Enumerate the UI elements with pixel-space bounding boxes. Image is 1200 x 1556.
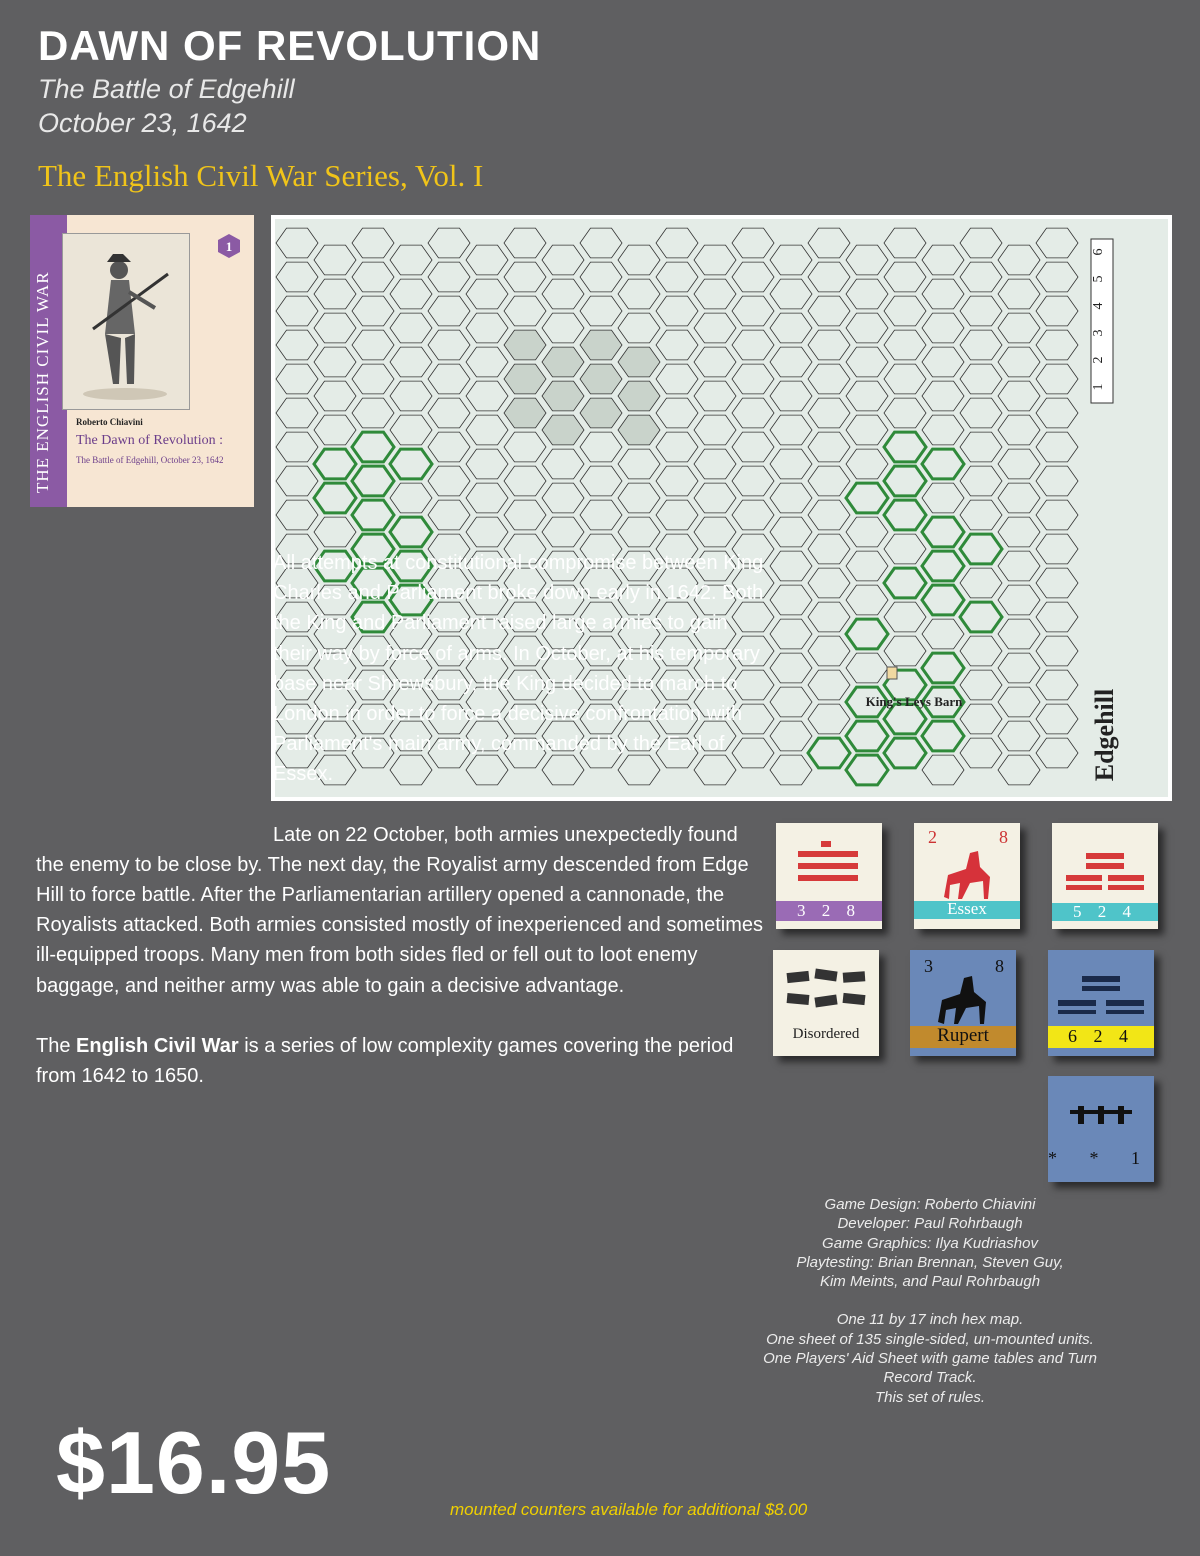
- contents-line: One Players' Aid Sheet with game tables and Turn: [763, 1350, 1097, 1368]
- counter-label: 3 2 8: [797, 901, 861, 920]
- price: $16.95: [56, 1413, 332, 1512]
- cover-subtitle: The Battle of Edgehill, October 23, 1642: [76, 455, 224, 465]
- description: [36, 548, 766, 1091]
- counter-label: 6 2 4: [1068, 1026, 1134, 1046]
- credit-line: Playtesting: Brian Brennan, Steven Guy,: [796, 1253, 1064, 1271]
- text-wrap-spacer: [36, 548, 273, 824]
- series-title: The English Civil War Series, Vol. I: [38, 158, 484, 193]
- track-box: [1091, 239, 1113, 403]
- counter-label: Rupert: [937, 1025, 989, 1046]
- subtitle-battle: The Battle of Edgehill: [38, 74, 295, 104]
- musketeer-illustration: [62, 233, 190, 410]
- turn-track-number: 1: [1091, 383, 1106, 391]
- box-cover: [30, 215, 254, 507]
- series-text-bold: English Civil War: [76, 1034, 239, 1057]
- credit-spacer: [760, 1291, 1100, 1310]
- credits: [760, 1195, 1100, 1407]
- cover-title: The Dawn of Revolution :: [76, 433, 223, 448]
- counter-label: Essex: [947, 899, 987, 918]
- contents-line: This set of rules.: [874, 1388, 986, 1406]
- counter-disordered: [773, 950, 879, 1056]
- paragraph-background: All attempts at constitutional compromise between King Charles and Parliament broke down early in 1642. Both the King and Parliament raised large armies to gain their way by force of arms. In October, at his temporary base near Shrewsbury, the King decided to march to London in order to force a decisive confrontation with Parliament's main army, commanded by the Earl of Essex.: [273, 552, 764, 786]
- cover-spine-text: THE ENGLISH CIVIL WAR: [33, 271, 52, 493]
- turn-track-number: 3: [1091, 329, 1106, 337]
- landmark-label: King's Leys Barn: [865, 694, 963, 709]
- counter-top-left: 2: [928, 827, 937, 847]
- credit-line: Game Design: Roberto Chiavini: [824, 1196, 1036, 1213]
- counter-label: Disordered: [792, 1026, 860, 1042]
- counter-royalist-brigade: [1052, 823, 1158, 929]
- subtitle-date: October 23, 1642: [38, 108, 247, 138]
- counter-top-right: 8: [995, 956, 1004, 976]
- contents-line: One sheet of 135 single-sided, un-mounted units.: [766, 1330, 1094, 1348]
- turn-track-number: 4: [1091, 302, 1106, 310]
- cover-author: Roberto Chiavini: [76, 417, 143, 427]
- mounted-counters-note: mounted counters available for additional $8.00: [450, 1500, 808, 1519]
- counter-rupert: [910, 950, 1016, 1056]
- counter-top-right: 8: [999, 827, 1008, 847]
- paragraph-battle: Late on 22 October, both armies unexpectedly found the enemy to be close by. The next day, the Royalist army descended from Edge Hill to force battle. After the Parliamentarian artillery opened a cannonade, the Royalists attacked. Both armies consisted mostly of inexperienced and sometimes ill-equipped troops. Many men from both sides fled or fell out to loot enemy baggage, and neither army was able to gain a decisive advantage.: [36, 823, 764, 997]
- turn-track-number: 2: [1091, 356, 1106, 364]
- counter-bottom: * * 1: [1048, 1148, 1154, 1168]
- counter-artillery: [1048, 1076, 1154, 1182]
- contents-line: Record Track.: [883, 1369, 977, 1387]
- counter-top-left: 3: [924, 956, 933, 976]
- barn-icon: [887, 667, 897, 679]
- credit-line: Game Graphics: Ilya Kudriashov: [822, 1234, 1038, 1252]
- counter-label: 5 2 4: [1073, 902, 1137, 921]
- map-name: Edgehill: [1090, 688, 1119, 782]
- credit-line: Kim Meints, and Paul Rohrbaugh: [819, 1273, 1041, 1291]
- volume-badge-number: 1: [225, 239, 233, 254]
- credit-line: Developer: Paul Rohrbaugh: [837, 1215, 1023, 1233]
- counter-essex: [914, 823, 1020, 929]
- volume-badge-icon: [216, 233, 242, 259]
- series-text-post: is a series of low complexity games covering the period from 1642 to 1650.: [36, 1034, 734, 1088]
- counter-royalist-infantry: [776, 823, 882, 929]
- page-title: DAWN OF REVOLUTION: [38, 22, 542, 69]
- series-text-pre: The: [36, 1034, 77, 1057]
- subtitle: [38, 72, 295, 140]
- counter-parliament-brigade: [1048, 950, 1154, 1056]
- turn-track-number: 6: [1091, 248, 1106, 256]
- contents-line: One 11 by 17 inch hex map.: [836, 1311, 1024, 1329]
- paragraph-series: [36, 1031, 766, 1091]
- turn-track-number: 5: [1091, 275, 1106, 283]
